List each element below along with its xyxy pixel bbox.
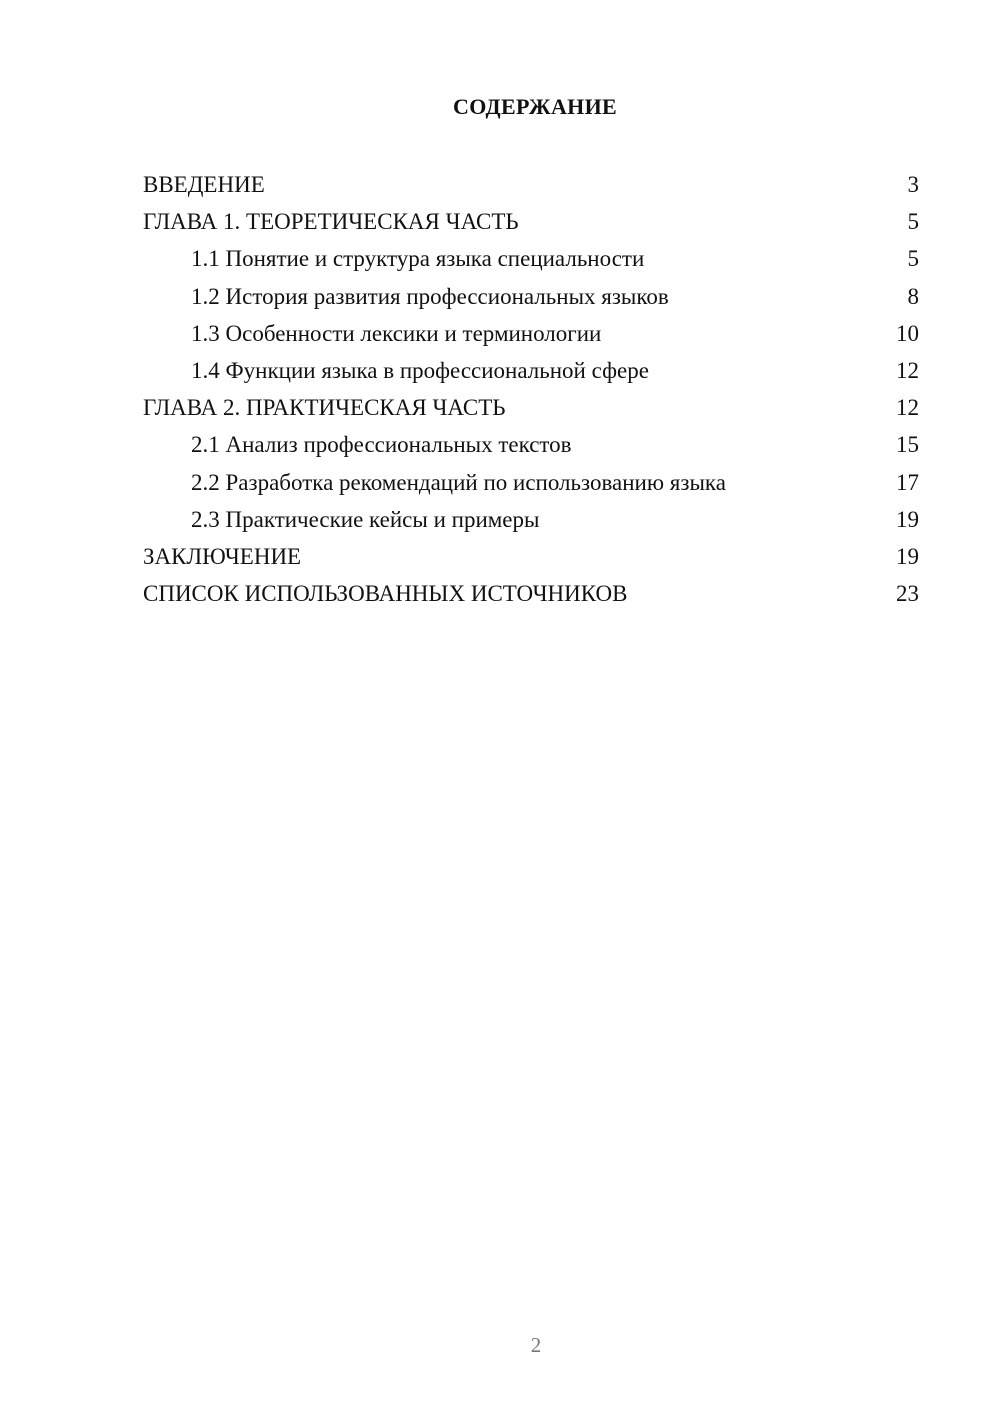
toc-entry-page: 12 xyxy=(896,357,919,383)
toc-entry-introduction xyxy=(143,166,919,203)
toc-entry-label: 1.3 Особенности лексики и терминологии xyxy=(191,320,602,346)
toc-entry-page: 5 xyxy=(907,246,919,272)
toc-entry-label: ЗАКЛЮЧЕНИЕ xyxy=(143,543,302,569)
toc-entry-page: 5 xyxy=(907,209,919,235)
toc-entry-chapter-1 xyxy=(143,203,919,240)
toc-entry-page: 3 xyxy=(907,172,919,197)
toc-entry-page: 15 xyxy=(896,432,919,458)
toc-entry-page: 10 xyxy=(896,320,919,346)
toc-entry-section-1-4 xyxy=(143,352,919,389)
toc-entry-label: 2.1 Анализ профессиональных текстов xyxy=(191,432,572,458)
toc-entry-section-1-2 xyxy=(143,278,919,315)
toc-entry-section-1-3 xyxy=(143,315,919,352)
toc-entry-label: СПИСОК ИСПОЛЬЗОВАННЫХ ИСТОЧНИКОВ xyxy=(143,581,628,607)
toc-entry-label: ГЛАВА 2. ПРАКТИЧЕСКАЯ ЧАСТЬ xyxy=(143,395,506,421)
toc-entry-label: ГЛАВА 1. ТЕОРЕТИЧЕСКАЯ ЧАСТЬ xyxy=(143,209,519,235)
toc-entry-references xyxy=(143,575,919,612)
toc-entry-section-2-3 xyxy=(143,501,919,538)
toc-entry-label: 2.2 Разработка рекомендаций по использованию языка xyxy=(191,469,726,495)
toc-entry-chapter-2 xyxy=(143,389,919,426)
toc-entry-label: 1.1 Понятие и структура языка специальности xyxy=(191,246,645,272)
toc-entry-page: 12 xyxy=(896,395,919,421)
toc-entry-label: 2.3 Практические кейсы и примеры xyxy=(191,506,540,532)
toc-entry-conclusion xyxy=(143,538,919,575)
toc-entry-label: 1.4 Функции языка в профессиональной сфере xyxy=(191,357,649,383)
toc-entry-section-2-1 xyxy=(143,426,919,463)
toc-entry-page: 17 xyxy=(896,469,919,495)
toc-entry-section-1-1 xyxy=(143,240,919,277)
page-title: СОДЕРЖАНИЕ xyxy=(453,94,617,119)
table-of-contents xyxy=(143,166,919,612)
toc-entry-label: ВВЕДЕНИЕ xyxy=(143,172,265,197)
page-number: 2 xyxy=(530,1333,542,1357)
toc-entry-page: 23 xyxy=(896,581,919,607)
toc-entry-label: 1.2 История развития профессиональных языков xyxy=(191,283,669,309)
toc-entry-page: 8 xyxy=(907,283,919,309)
toc-entry-section-2-2 xyxy=(143,464,919,501)
toc-entry-page: 19 xyxy=(896,506,919,532)
toc-entry-page: 19 xyxy=(896,543,919,569)
